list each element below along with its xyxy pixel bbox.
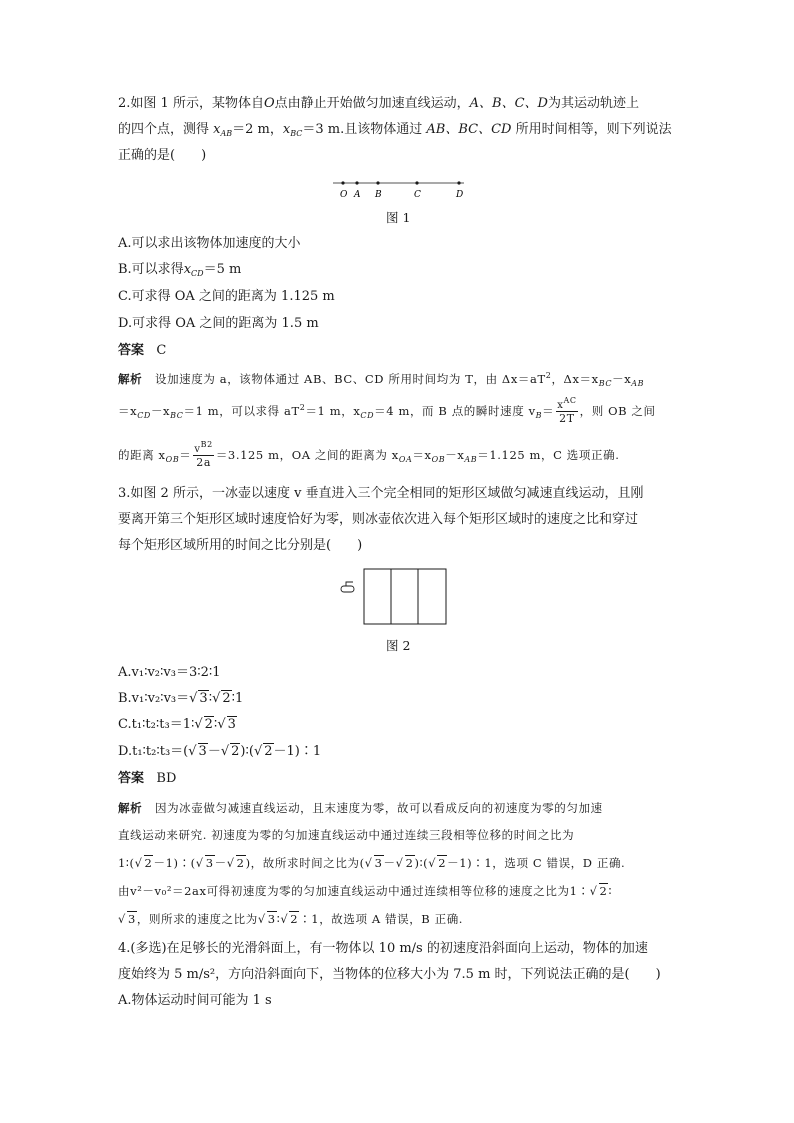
- figure-1-caption: 图 1: [386, 210, 411, 225]
- q3-stem-line2: 要离开第三个矩形区域时速度恰好为零，则冰壶依次进入每个矩形区域时的速度之比和穿过: [118, 512, 639, 527]
- point-B: [376, 181, 379, 184]
- label-D: D: [456, 190, 464, 200]
- q3-solution-line2: 直线运动来研究. 初速度为零的匀加速直线运动中通过连续三段相等位移的时间之比为: [118, 828, 575, 842]
- q3-option-d: D.t₁∶t₂∶t₃＝(√ 3－√ 2)∶(√ 2－1)∶1: [118, 744, 322, 759]
- label-A: A: [354, 190, 361, 200]
- q2-solution-line2: $=x_{CD}-x_{BC}=1$ m，可以求得 $aT^2=1$ m，$x_{CD}=4$ m，而 B 点的瞬时速度 $v_B=$ $\frac{x^{AC}}{2T}$ ，则 OB 之间: [118, 396, 656, 425]
- label-B: B: [375, 190, 382, 200]
- q4-stem-line1: 4.(多选)在足够长的光滑斜面上，有一物体以 10 m/s 的初速度沿斜面向上运动，物体的加速: [118, 941, 648, 956]
- point-C: [415, 181, 418, 184]
- q3-option-a: A.v₁∶v₂∶v₃＝3∶2∶1: [118, 665, 221, 680]
- figure-2-caption: 图 2: [386, 638, 411, 653]
- fraction-vb2-over-2a: $\frac{v^{B2}}{2a}$: [194, 440, 213, 469]
- point-O: [341, 181, 344, 184]
- q3-stem-line1: 3.如图 2 所示，一冰壶以速度 v 垂直进入三个完全相同的矩形区域做匀减速直线运动，且刚: [118, 486, 644, 501]
- q3-option-c: C.t₁∶t₂∶t₃＝1∶√ 2∶√ 3: [118, 717, 236, 732]
- figure-2-rectangles: [338, 568, 450, 628]
- q3-solution-line1: 解析 因为冰壶做匀减速直线运动，且末速度为零，故可以看成反向的初速度为零的匀加速: [118, 801, 603, 815]
- label-O: O: [340, 190, 348, 200]
- q3-solution-line3: 1∶(√ 2－1)∶(√ 3－√ 2)，故所求时间之比为(√ 3－√ 2)∶(√ 2－1)∶1，选项 C 错误，D 正确.: [118, 856, 626, 870]
- q4-option-a: A.物体运动时间可能为 1 s: [118, 993, 272, 1008]
- point-A: [355, 181, 358, 184]
- q2-option-c: C.可求得 OA 之间的距离为 1.125 m: [118, 289, 335, 304]
- q2-option-b: B.可以求得$x_{CD}=5$ m: [118, 262, 242, 278]
- curling-stone-icon: [341, 586, 354, 592]
- label-C: C: [414, 190, 421, 200]
- q4-stem-line2: 度始终为 5 m/s²，方向沿斜面向下，当物体的位移大小为 7.5 m 时，下列说法正确的是( ): [118, 967, 661, 982]
- rect-region-outline: [364, 569, 446, 624]
- q2-solution-line1: 解析 设加速度为 a，该物体通过 AB、BC、CD 所用时间均为 T，由 $\Delta x=aT^2$，$\Delta x=x_{BC}-x_{AB}$: [118, 371, 645, 388]
- q2-option-a: A.可以求出该物体加速度的大小: [118, 236, 301, 251]
- q2-stem-line3: 正确的是( ): [118, 148, 207, 163]
- fraction-xac-over-2t: $\frac{x^{AC}}{2T}$: [557, 396, 577, 425]
- point-D: [457, 181, 460, 184]
- q2-stem-line1: 2.如图 1 所示，某物体自O点由静止开始做匀加速直线运动，A、B、C、D为其运动轨迹上: [118, 96, 639, 111]
- q2-option-d: D.可求得 OA 之间的距离为 1.5 m: [118, 316, 319, 331]
- q3-option-b: B.v₁∶v₂∶v₃＝√ 3∶√ 2∶1: [118, 691, 244, 706]
- q2-solution-line3: 的距离 $x_{OB}=$ $\frac{v^{B2}}{2a}$ ＝3.125 m，OA 之间的距离为 $x_{OA}=x_{OB}-x_{AB}=1.125$ m，C 选项正确.: [118, 440, 620, 469]
- q3-answer: 答案 BD: [118, 771, 177, 786]
- q3-stem-line3: 每个矩形区域所用的时间之比分别是( ): [118, 538, 363, 553]
- q3-solution-line5: √ 3，则所求的速度之比为√ 3∶√ 2∶1，故选项 A 错误，B 正确.: [118, 912, 464, 926]
- q2-stem-line2: 的四个点，测得 $x_{AB}=2$ m，$x_{BC}=3$ m.且该物体通过 AB、BC、CD 所用时间相等，则下列说法: [118, 122, 672, 138]
- q3-solution-line4: 由v²－v₀²＝2ax可得初速度为零的匀加速直线运动中通过连续相等位移的速度之比为1∶√ 2∶: [118, 884, 613, 898]
- figure-1-track: [330, 176, 470, 202]
- q2-answer: 答案 C: [118, 343, 167, 358]
